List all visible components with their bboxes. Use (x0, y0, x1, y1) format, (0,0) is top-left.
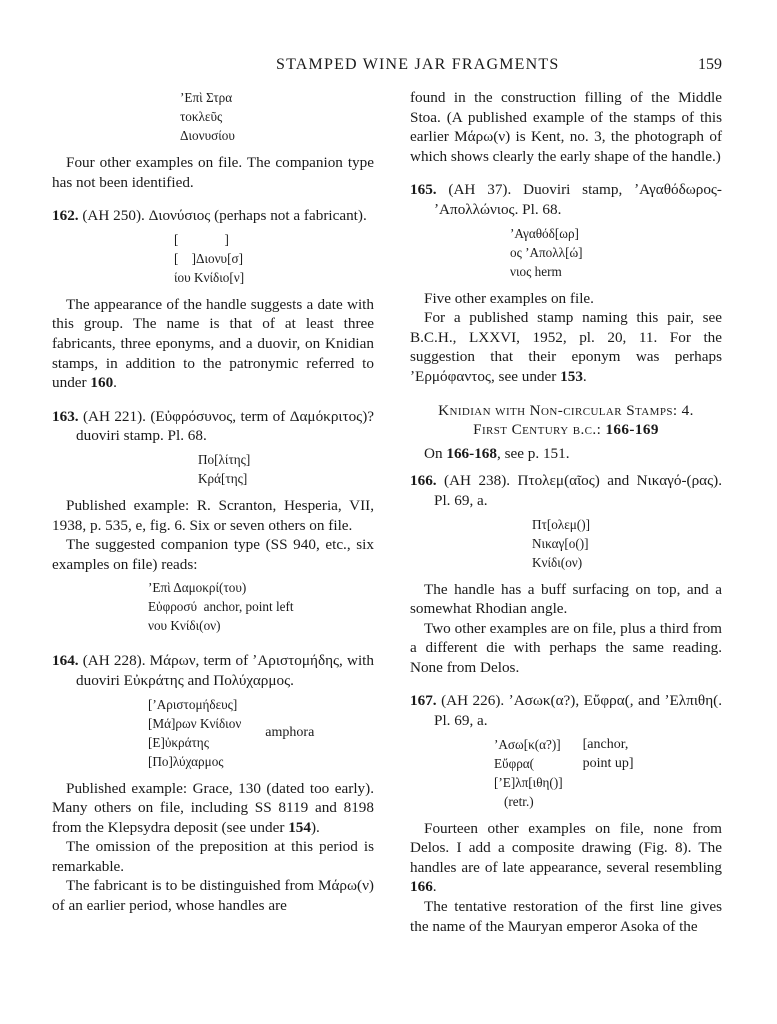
entry-167-heading: 167. (AH 226). ʼΑσωκ(α?), Εὔφρα(, and ʼΕλπιθη(. Pl. 69, a. (410, 692, 722, 730)
entry-162-paragraph: The appearance of the handle suggests a date with this group. The name is that of at least three fabricants, three eponyms, and a duovir, on Knidian stamps, in addition to the patronymic referred to under 160. (52, 295, 374, 392)
entry-165-stamp: ʼΑγαθόδ[ωρ] ος ʼΑπολλ[ώ] νιος herm (510, 225, 583, 279)
entry-166-paragraph-examples: Two other examples are on file, plus a third from a different die with perhaps the same reading. None from Delos. (410, 619, 722, 676)
entry-163-companion-stamp: ʼΕπὶ Δαμοκρί(του) Εὐφροσύ anchor, point left νου Κνίδι(ον) (148, 580, 294, 634)
anchor-note: [anchor, point up] (582, 736, 634, 771)
entry-162-stamp: [ ] [ ]Διονυ[σ] ίου Κνίδιο[ν] (174, 231, 245, 285)
entry-166-paragraph-handle: The handle has a buff surfacing on top, and a somewhat Rhodian angle. (410, 580, 722, 618)
paragraph-on-166-168: On 166-168, see p. 151. (424, 444, 570, 462)
amphora-label: amphora (265, 725, 315, 740)
entry-163-stamp: Πο[λίτης] Κρά[της] (198, 451, 251, 486)
entry-165-heading: 165. (AH 37). Duoviri stamp, ʼΑγαθόδωρος-ʼΑπολλώνιος. Pl. 68. (410, 181, 722, 218)
entry-165-paragraph-published: For a published stamp naming this pair, see B.C.H., LXXVI, 1952, pl. 20, 11. For the suggestion that their eponym was perhaps ʼΕρμόφαντος, see under 153. (410, 309, 722, 385)
entry-164-paragraph-omission: The omission of the preposition at this period is remarkable. (52, 838, 374, 875)
paragraph-continuation: found in the construction filling of the Middle Stoa. (A published example of the stamps of this earlier Μάρω(ν) is Kent, no. 3, the photograph of which shows clearly the early shape of the handle.) (410, 89, 722, 165)
entry-165-paragraph-five: Five other examples on file. (424, 289, 594, 307)
entry-163-paragraph-companion: The suggested companion type (SS 940, etc., six examples on file) reads: (52, 536, 374, 573)
stamp-text-top: ʼΕπὶ Στρα τοκλεῦς Διονυσίου (180, 90, 235, 143)
right-column (410, 88, 722, 936)
left-column (52, 88, 374, 916)
entry-162-heading: 162. (AH 250). Διονύσιος (perhaps not a fabricant). (52, 207, 367, 225)
entry-163-heading: 163. (AH 221). (Εὐφρόσυνος, term of Δαμόκριτος)? duoviri stamp. Pl. 68. (52, 407, 374, 445)
entry-164-paragraph-fabricant: The fabricant is to be distinguished from Μάρω(ν) of an earlier period, whose handles are (52, 877, 374, 915)
page-number: 159 (698, 56, 722, 73)
entry-166-stamp: Πτ[ολεμ()] Νικαγ[ο()] Κνίδι(ον) (532, 516, 590, 570)
section-heading: Knidian with Non-circular Stamps: 4. First Century b.c.: 166-169 (438, 401, 694, 439)
entry-166-heading: 166. (AH 238). Πτολεμ(αῖος) and Νικαγό-(ρας). Pl. 69, a. (410, 472, 722, 509)
entry-164-paragraph-published: Published example: Grace, 130 (dated too early). Many others on file, including SS 8119 and 8198 from the Klepsydra deposit (see under 154). (52, 779, 374, 836)
entry-167-paragraph-restoration: The tentative restoration of the first line gives the name of the Mauryan emperor Asoka of the (410, 898, 722, 935)
entry-164-heading: 164. (AH 228). Μάρων, term of ʼΑριστομήδης, with duoviri Εὐκράτης and Πολύχαρμος. (52, 652, 375, 689)
entry-163-paragraph-published: Published example: R. Scranton, Hesperia, VII, 1938, p. 535, e, fig. 6. Six or seven others on file. (52, 496, 374, 534)
paragraph-four-examples: Four other examples on file. The companion type has not been identified. (52, 154, 374, 191)
running-head-title: STAMPED WINE JAR FRAGMENTS (276, 56, 560, 73)
entry-164-stamp: [ʼΑριστομήδευς] [Μά]ρων Κνίδιον [Ε]ὐκράτης [Πο]λύχαρμος amphora (148, 696, 315, 769)
entry-167-stamp: ʼΑσω[κ(α?)] Εὔφρα( [ʼΕ]λπ[ιθη()] (retr.) [anchor, point up] (494, 736, 634, 809)
entry-167-paragraph-fourteen: Fourteen other examples on file, none from Delos. I add a composite drawing (Fig. 8). The handles are of late appearance, several resembling 166. (410, 819, 722, 896)
running-head (0, 56, 777, 80)
